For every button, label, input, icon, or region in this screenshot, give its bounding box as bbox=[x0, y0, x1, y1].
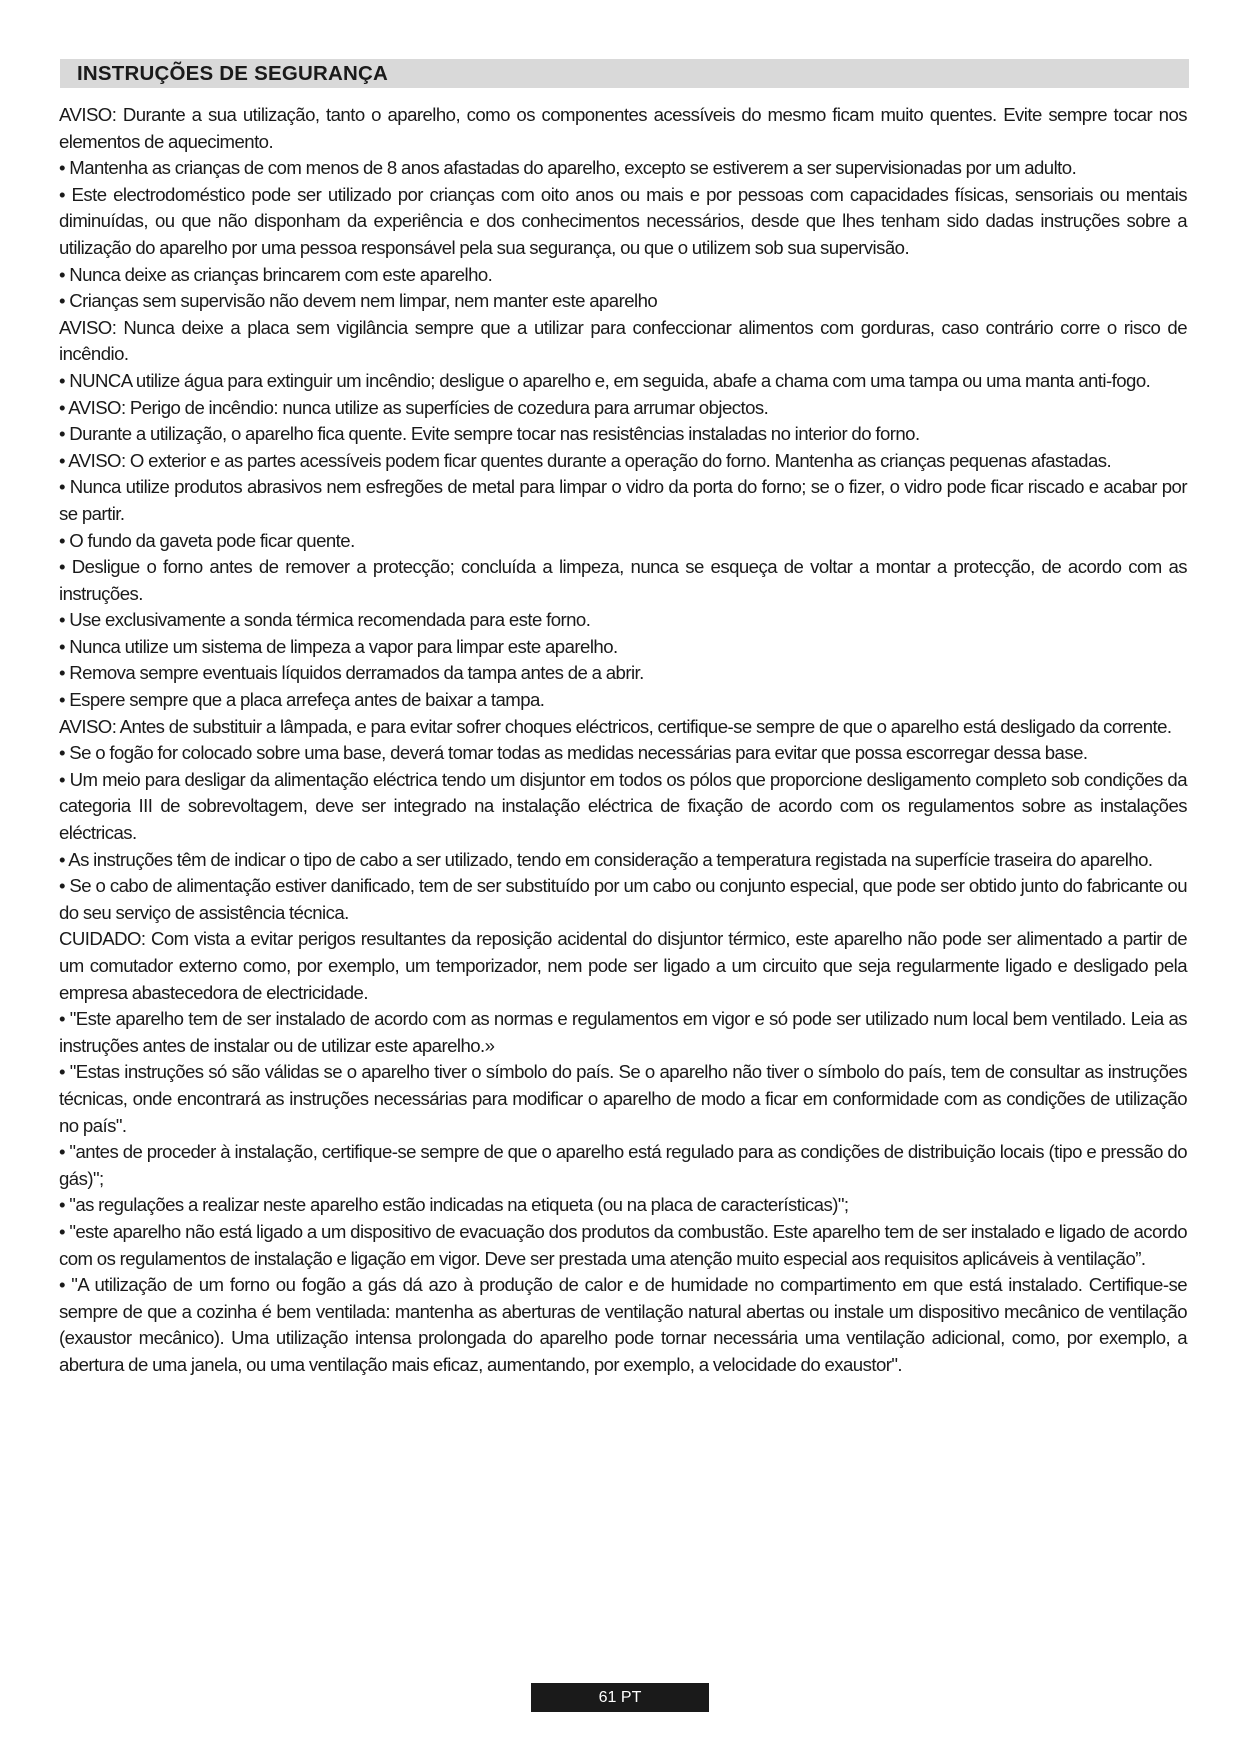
paragraph: • Mantenha as crianças de com menos de 8 anos afastadas do aparelho, excepto se estiverem a ser supervisionadas por um adulto. bbox=[59, 157, 1077, 179]
paragraph: • Este electrodoméstico pode ser utilizado por crianças com oito anos ou mais e por pessoas com capacidades físicas, sensoriais ou mentais diminuídas, ou que não disponham da experiência e dos conhecimentos necessários, desde que lhes tenham sido dadas instruções sobre a utilização do aparelho por uma pessoa responsável pela sua segurança, ou que o utilizem sob sua supervisão. bbox=[59, 183, 1187, 258]
paragraph: • AVISO: Perigo de incêndio: nunca utilize as superfícies de cozedura para arrumar objectos. bbox=[59, 396, 769, 418]
paragraph: • "Este aparelho tem de ser instalado de acordo com as normas e regulamentos em vigor e só pode ser utilizado num local bem ventilado. Leia as instruções antes de instalar ou de utilizar este aparelho.» bbox=[59, 1008, 1187, 1056]
paragraph: • "Estas instruções só são válidas se o aparelho tiver o símbolo do país. Se o aparelho não tiver o símbolo do país, tem de consultar as instruções técnicas, onde encontrará as instruções necessárias para modificar o aparelho de modo a ficar em conformidade com as condições de utilização no país". bbox=[59, 1061, 1187, 1136]
paragraph: • Um meio para desligar da alimentação eléctrica tendo um disjuntor em todos os pólos que proporcione desligamento completo sob condições da categoria III de sobrevoltagem, deve ser integrado na instalação eléctrica de fixação de acordo com os regulamentos sobre as instalações eléctricas. bbox=[59, 768, 1187, 844]
page-number-box bbox=[531, 1683, 709, 1712]
paragraph: • Se o fogão for colocado sobre uma base, deverá tomar todas as medidas necessárias para evitar que possa escorregar dessa base. bbox=[59, 742, 1088, 764]
paragraph: • Nunca utilize produtos abrasivos nem esfregões de metal para limpar o vidro da porta do forno; se o fizer, o vidro pode ficar riscado e acabar por se partir. bbox=[59, 476, 1187, 524]
paragraph: AVISO: Nunca deixe a placa sem vigilância sempre que a utilizar para confeccionar alimentos com gorduras, caso contrário corre o risco de incêndio. bbox=[59, 316, 1187, 365]
safety-instructions-body bbox=[59, 102, 1187, 1379]
paragraph: • Use exclusivamente a sonda térmica recomendada para este forno. bbox=[59, 609, 591, 631]
paragraph: • Espere sempre que a placa arrefeça antes de baixar a tampa. bbox=[59, 689, 545, 711]
paragraph: • Nunca utilize um sistema de limpeza a vapor para limpar este aparelho. bbox=[59, 635, 618, 657]
paragraph: • Durante a utilização, o aparelho fica quente. Evite sempre tocar nas resistências instaladas no interior do forno. bbox=[59, 423, 920, 445]
paragraph: • "este aparelho não está ligado a um dispositivo de evacuação dos produtos da combustão. Este aparelho tem de ser instalado e ligado de acordo com os regulamentos de instalação e ligação em vigor. Deve ser prestada uma atenção muito especial aos requisitos aplicáveis à ventilação”. bbox=[59, 1220, 1187, 1269]
paragraph: AVISO: Antes de substituir a lâmpada, e para evitar sofrer choques eléctricos, certifique-se sempre de que o aparelho está desligado da corrente. bbox=[59, 715, 1172, 737]
paragraph: • AVISO: O exterior e as partes acessíveis podem ficar quentes durante a operação do forno. Mantenha as crianças pequenas afastadas. bbox=[59, 449, 1112, 471]
page-number: 61 PT bbox=[598, 1689, 642, 1706]
paragraph: • Nunca deixe as crianças brincarem com este aparelho. bbox=[59, 263, 493, 285]
section-header bbox=[60, 59, 1189, 88]
paragraph: • "antes de proceder à instalação, certifique-se sempre de que o aparelho está regulado para as condições de distribuição locais (tipo e pressão do gás)"; bbox=[59, 1141, 1187, 1189]
paragraph: • NUNCA utilize água para extinguir um incêndio; desligue o aparelho e, em seguida, abafe a chama com uma tampa ou uma manta anti-fogo. bbox=[59, 369, 1151, 391]
paragraph: • Desligue o forno antes de remover a protecção; concluída a limpeza, nunca se esqueça de voltar a montar a protecção, de acordo com as instruções. bbox=[59, 556, 1187, 604]
paragraph: • "A utilização de um forno ou fogão a gás dá azo à produção de calor e de humidade no compartimento em que está instalado. Certifique-se sempre de que a cozinha é bem ventilada: mantenha as aberturas de ventilação natural abertas ou instale um dispositivo mecânico de ventilação (exaustor mecânico). Uma utilização intensa prolongada do aparelho pode tornar necessária uma ventilação adicional, como, por exemplo, a abertura de uma janela, ou uma ventilação mais eficaz, aumentando, por exemplo, a velocidade do exaustor". bbox=[59, 1274, 1187, 1375]
paragraph: • As instruções têm de indicar o tipo de cabo a ser utilizado, tendo em consideração a temperatura registada na superfície traseira do aparelho. bbox=[59, 848, 1153, 870]
paragraph: • O fundo da gaveta pode ficar quente. bbox=[59, 529, 355, 551]
paragraph: • Remova sempre eventuais líquidos derramados da tampa antes de a abrir. bbox=[59, 662, 644, 684]
paragraph: CUIDADO: Com vista a evitar perigos resultantes da reposição acidental do disjuntor térmico, este aparelho não pode ser alimentado a partir de um comutador externo como, por exemplo, um temporizador, nem pode ser ligado a um circuito que seja regularmente ligado e desligado pela empresa abastecedora de electricidade. bbox=[59, 928, 1187, 1003]
paragraph: • Crianças sem supervisão não devem nem limpar, nem manter este aparelho bbox=[59, 290, 658, 312]
paragraph: AVISO: Durante a sua utilização, tanto o aparelho, como os componentes acessíveis do mesmo ficam muito quentes. Evite sempre tocar nos elementos de aquecimento. bbox=[59, 104, 1187, 152]
paragraph: • "as regulações a realizar neste aparelho estão indicadas na etiqueta (ou na placa de características)"; bbox=[59, 1194, 849, 1216]
section-title: INSTRUÇÕES DE SEGURANÇA bbox=[77, 62, 388, 85]
paragraph: • Se o cabo de alimentação estiver danificado, tem de ser substituído por um cabo ou conjunto especial, que pode ser obtido junto do fabricante ou do seu serviço de assistência técnica. bbox=[59, 875, 1187, 923]
